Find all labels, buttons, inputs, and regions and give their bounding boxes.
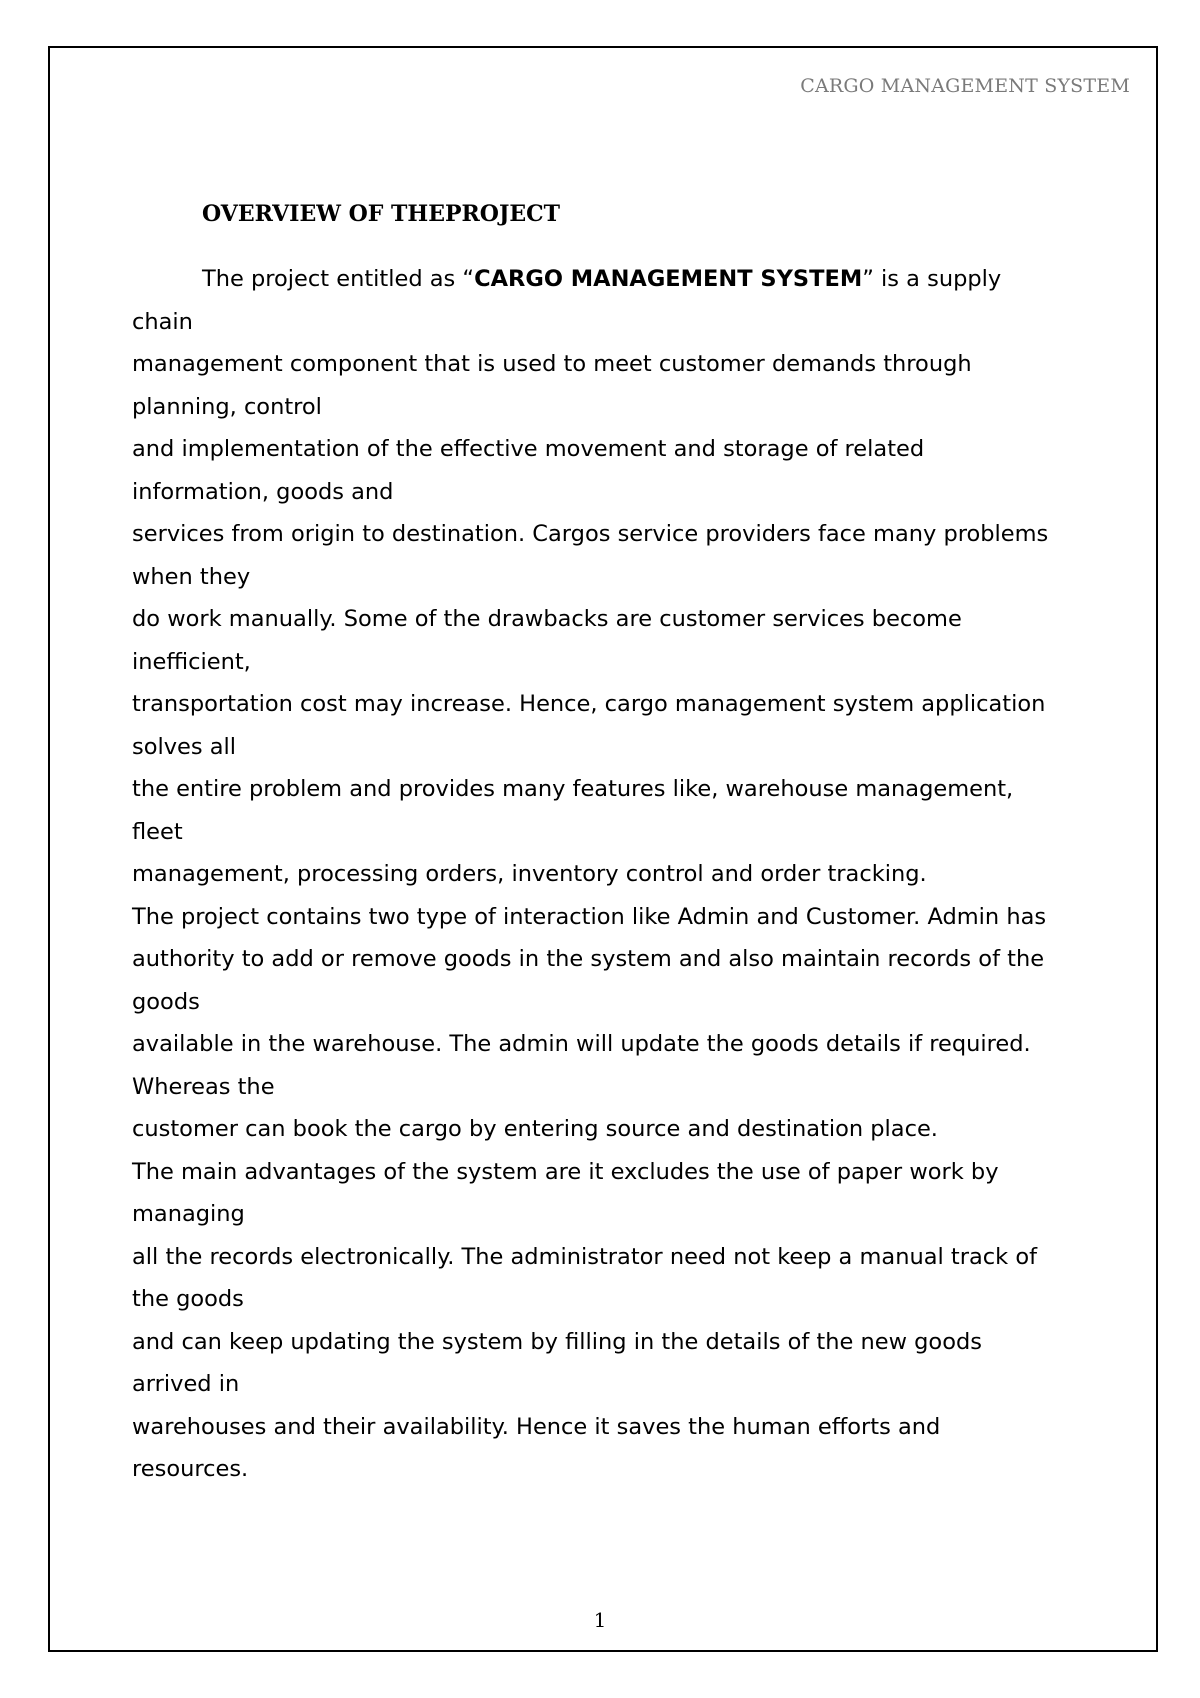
body-line: customer can book the cargo by entering source and destination place. (132, 1116, 938, 1142)
body-line: all the records electronically. The administrator need not keep a manual track of (132, 1243, 1038, 1270)
body-line: The main advantages of the system are it excludes the use of paper work by (132, 1158, 999, 1185)
body-line: and can keep updating the system by filling in the details of the new goods (132, 1328, 982, 1355)
body-line: Whereas the (132, 1073, 275, 1100)
body-line: resources. (132, 1456, 249, 1482)
body-line: do work manually. Some of the drawbacks are customer services become (132, 606, 962, 632)
intro-prefix: The project entitled as “ (202, 266, 475, 292)
body-line: managing (132, 1201, 245, 1227)
body-text (132, 258, 1132, 1491)
intro-line (132, 258, 1132, 301)
intro-bold-title: CARGO MANAGEMENT SYSTEM (474, 266, 863, 292)
intro-suffix: ” is a supply (862, 266, 1002, 292)
body-line: goods (132, 988, 200, 1015)
body-line: arrived in (132, 1371, 240, 1397)
body-line: transportation cost may increase. Hence, cargo management system application (132, 691, 1046, 717)
body-line: when they (132, 563, 251, 590)
body-line: and implementation of the effective movement and storage of related (132, 436, 925, 462)
body-line: chain (132, 308, 193, 335)
body-line: management component that is used to meet customer demands through (132, 351, 972, 377)
body-line: The project contains two type of interaction like Admin and Customer. Admin has (132, 903, 1047, 930)
body-line: fleet (132, 818, 183, 845)
body-line: inefficient, (132, 648, 251, 675)
section-title: OVERVIEW OF THEPROJECT (202, 201, 561, 227)
page-number: 1 (593, 1608, 607, 1632)
body-line: information, goods and (132, 478, 394, 505)
running-header: CARGO MANAGEMENT SYSTEM (800, 75, 1130, 97)
body-line: planning, control (132, 393, 322, 420)
body-line: warehouses and their availability. Hence it saves the human efforts and (132, 1413, 941, 1440)
body-line: solves all (132, 733, 237, 760)
body-line: services from origin to destination. Cargos service providers face many problems (132, 521, 1049, 547)
body-line: the goods (132, 1286, 244, 1312)
body-line: the entire problem and provides many features like, warehouse management, (132, 776, 1014, 802)
body-line: management, processing orders, inventory control and order tracking. (132, 861, 927, 887)
body-line: available in the warehouse. The admin will update the goods details if required. (132, 1031, 1031, 1057)
body-line: authority to add or remove goods in the system and also maintain records of the (132, 946, 1045, 972)
